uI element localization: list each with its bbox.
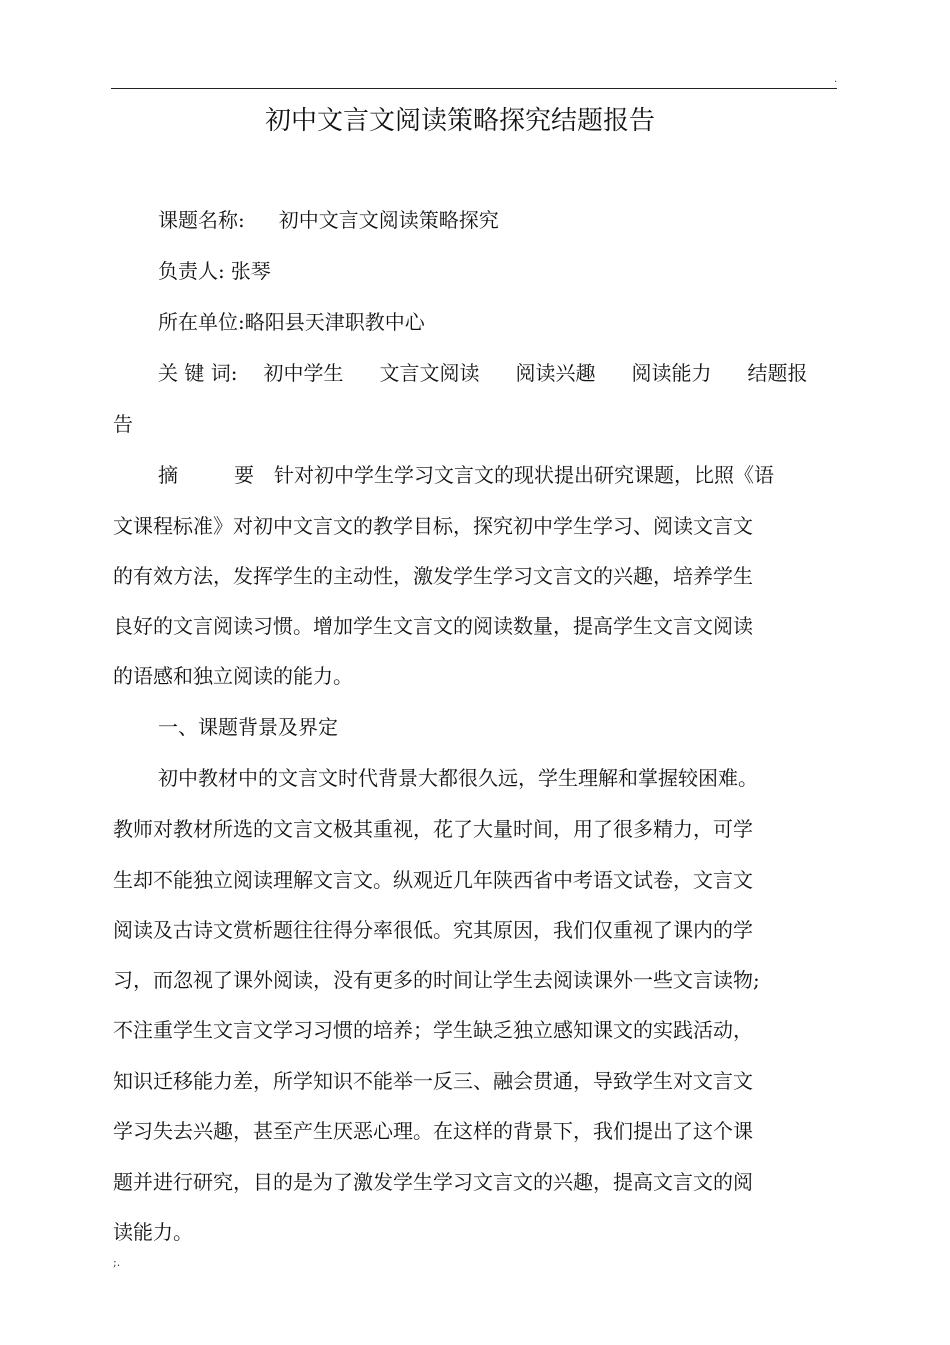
header-rule bbox=[111, 88, 837, 89]
section-heading: 一、课题背景及界定 bbox=[158, 715, 338, 739]
keywords-label: 关 键 词: bbox=[158, 361, 238, 385]
abstract-text-line: 的有效方法，发挥学生的主动性，激发学生学习文言文的兴趣，培养学生 bbox=[113, 564, 753, 588]
body-text-line: 教师对教材所选的文言文极其重视，花了大量时间，用了很多精力，可学 bbox=[113, 817, 753, 841]
owner-line bbox=[158, 257, 271, 285]
abstract-text-line: 良好的文言阅读习惯。增加学生文言文的阅读数量，提高学生文言文阅读 bbox=[113, 614, 753, 638]
body-text-line: 初中教材中的文言文时代背景大都很久远，学生理解和掌握较困难。 bbox=[158, 766, 758, 790]
body-text-line: 学习失去兴趣，甚至产生厌恶心理。在这样的背景下，我们提出了这个课 bbox=[113, 1119, 753, 1143]
body-text-line: 题并进行研究，目的是为了激发学生学习文言文的兴趣，提高文言文的阅 bbox=[113, 1170, 753, 1194]
footer-mark: ;. bbox=[113, 1256, 121, 1269]
body-text-line: 读能力。 bbox=[113, 1220, 193, 1244]
keyword-item: 初中学生 bbox=[263, 361, 344, 385]
body-text-line: 习，而忽视了课外阅读，没有更多的时间让学生去阅读课外一些文言读物; bbox=[113, 968, 760, 992]
keywords-wrap-line: 告 bbox=[113, 412, 133, 436]
keyword-item: 阅读能力 bbox=[631, 361, 712, 385]
topic-line bbox=[158, 206, 499, 234]
unit-value: 略阳县天津职教中心 bbox=[244, 310, 425, 334]
owner-label: 负责人: bbox=[158, 259, 225, 283]
abstract-text-line: 针对初中学生学习文言文的现状提出研究课题，比照《语 bbox=[274, 463, 774, 487]
keyword-item: 文言文阅读 bbox=[379, 361, 480, 385]
abstract-label-a: 摘 bbox=[158, 463, 178, 487]
unit-line bbox=[158, 308, 425, 336]
document-title: 初中文言文阅读策略探究结题报告 bbox=[264, 106, 655, 136]
abstract-label-b: 要 bbox=[234, 463, 254, 487]
keywords-line bbox=[158, 359, 807, 387]
keyword-item: 结题报 bbox=[747, 361, 808, 385]
owner-value: 张琴 bbox=[230, 259, 271, 283]
body-text-line: 不注重学生文言文学习习惯的培养；学生缺乏独立感知课文的实践活动， bbox=[113, 1018, 753, 1042]
abstract-text-line: 的语感和独立阅读的能力。 bbox=[113, 664, 353, 688]
abstract-first-line bbox=[158, 461, 774, 489]
abstract-text-line: 文课程标准》对初中文言文的教学目标，探究初中学生学习、阅读文言文 bbox=[113, 514, 753, 538]
topic-value: 初中文言文阅读策略探究 bbox=[278, 208, 499, 232]
body-text-line: 生却不能独立阅读理解文言文。纵观近几年陕西省中考语文试卷，文言文 bbox=[113, 868, 753, 892]
topic-label: 课题名称: bbox=[158, 208, 245, 232]
unit-label: 所在单位: bbox=[158, 310, 245, 334]
keyword-item: 阅读兴趣 bbox=[515, 361, 596, 385]
body-text-line: 阅读及古诗文赏析题往往得分率很低。究其原因，我们仅重视了课内的学 bbox=[113, 918, 753, 942]
body-text-line: 知识迁移能力差，所学知识不能举一反三、融会贯通，导致学生对文言文 bbox=[113, 1069, 753, 1093]
header-mark: . bbox=[834, 74, 838, 85]
